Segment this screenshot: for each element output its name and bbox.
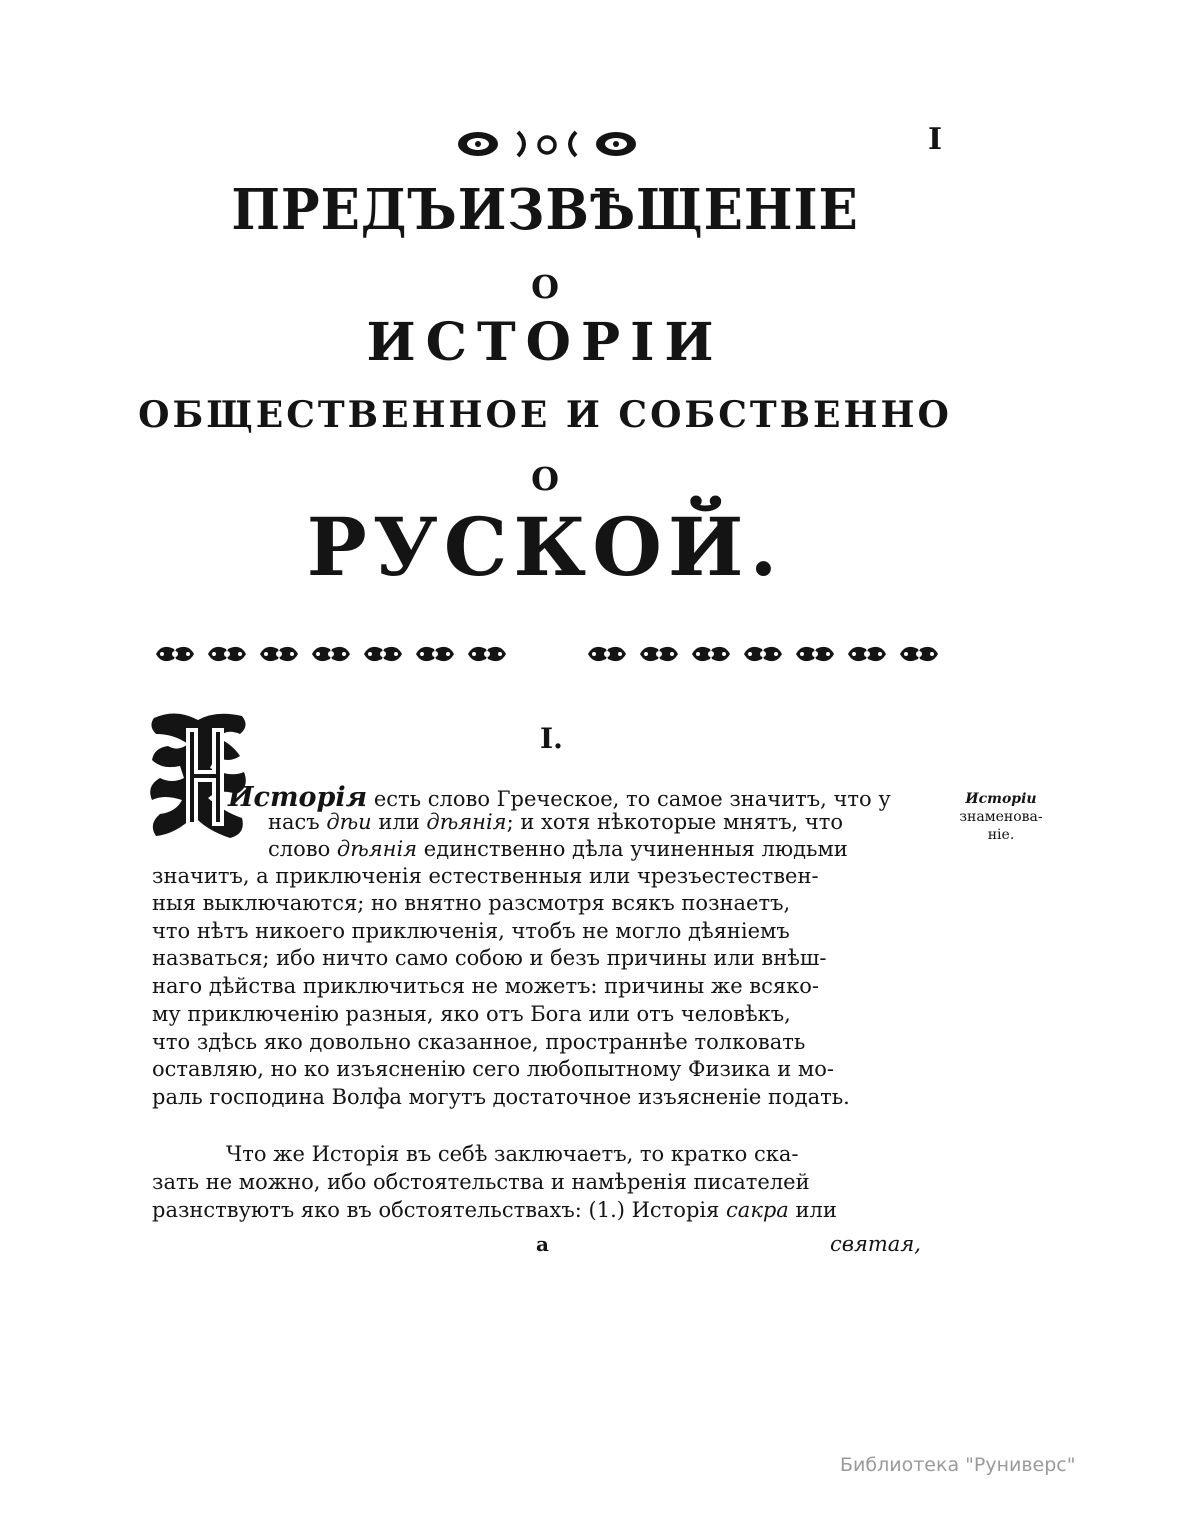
drop-cap-ornament-icon xyxy=(146,708,256,846)
fleuron-icon xyxy=(256,641,302,667)
body-line xyxy=(268,812,843,833)
signature-mark: а xyxy=(536,1232,549,1256)
fleuron-icon xyxy=(636,641,682,667)
fleuron-icon xyxy=(464,641,510,667)
drop-cap xyxy=(146,708,256,846)
text-run: слово xyxy=(268,837,337,861)
fleuron-icon xyxy=(412,641,458,667)
italic-term: сакра xyxy=(726,1198,789,1222)
body-line: назваться; ибо ничто само собою и безъ причины или внѣш- xyxy=(152,946,827,970)
body-line: ныя выключаются; но внятно разсмотря всякъ познаетъ, xyxy=(152,891,791,915)
page-number: I xyxy=(928,122,943,157)
body-line: Что же Исторія въ себѣ заключаетъ, то кратко ска- xyxy=(226,1142,799,1166)
body-line xyxy=(152,1200,837,1221)
text-run: или xyxy=(371,810,427,834)
fleuron-icon xyxy=(360,641,406,667)
fleuron-band xyxy=(152,636,942,672)
fleuron-icon xyxy=(308,641,354,667)
header-ornament-icon xyxy=(452,126,642,162)
body-line xyxy=(268,839,848,860)
text-run: есть слово Греческое, то самое значитъ, что у xyxy=(367,787,891,811)
fleuron-icon xyxy=(896,641,942,667)
body-line: значитъ, а приключенія естественныя или чрезъестествен- xyxy=(152,864,819,888)
library-watermark: Библиотека "Руниверс" xyxy=(840,1454,1076,1476)
lead-word: Исторія xyxy=(228,782,368,813)
catchword: святая, xyxy=(830,1232,921,1256)
title-russian: РУСКОЙ. xyxy=(306,500,784,594)
header-ornament xyxy=(452,126,642,162)
title-history: ИСТОРІИ xyxy=(366,312,724,373)
fleuron-icon xyxy=(688,641,734,667)
marginal-note xyxy=(946,790,1056,845)
fleuron-icon xyxy=(844,641,890,667)
text-run: разнствуютъ яко въ обстоятельствахъ: (1.) Исторія xyxy=(152,1198,727,1222)
text-run: насъ xyxy=(268,810,327,834)
title-general-and-proper: ОБЩЕСТВЕННОЕ И СОБСТВЕННО xyxy=(138,394,952,436)
fleuron-icon xyxy=(584,641,630,667)
italic-term: дѣянія xyxy=(336,837,418,861)
title-preposition-1: О xyxy=(531,268,559,306)
body-line: оставляю, но ко изъясненію сего любопытному Физика и мо- xyxy=(152,1057,834,1081)
text-run: единственно дѣла учиненныя людьми xyxy=(417,837,848,861)
body-line: раль господина Волфа могутъ достаточное изъясненіе подать. xyxy=(152,1085,850,1109)
fleuron-group-right xyxy=(584,641,942,667)
body-line: зать не можно, ибо обстоятельства и намѣренія писателей xyxy=(152,1170,810,1194)
marginal-note-line: знаменова- xyxy=(959,809,1043,826)
body-line xyxy=(228,784,891,811)
body-line: му приключенію разныя, яко отъ Бога или отъ человѣкъ, xyxy=(152,1002,791,1026)
text-run: или xyxy=(788,1198,837,1222)
fleuron-icon xyxy=(740,641,786,667)
fleuron-icon xyxy=(204,641,250,667)
fleuron-group-left xyxy=(152,641,510,667)
fleuron-icon xyxy=(792,641,838,667)
title-heading: ПРЕДЪИЗВѢЩЕНІЕ xyxy=(231,177,859,243)
italic-term: дѣянія xyxy=(426,810,507,834)
body-line: что нѣтъ никоего приключенія, чтобъ не могло дѣяніемъ xyxy=(152,919,790,943)
italic-term: дѣи xyxy=(326,810,372,834)
title-preposition-2: О xyxy=(531,460,559,498)
text-run: ; и хотя нѣкоторые мнятъ, что xyxy=(506,810,844,834)
fleuron-icon xyxy=(152,641,198,667)
body-line: наго дѣйства приключиться не можетъ: причины же всяко- xyxy=(152,974,819,998)
section-number: I. xyxy=(540,722,563,755)
marginal-note-line: ніе. xyxy=(987,827,1015,844)
marginal-note-line: Исторіи xyxy=(965,791,1037,807)
body-line: что здѣсь яко довольно сказанное, пространнѣе толковать xyxy=(152,1030,806,1054)
